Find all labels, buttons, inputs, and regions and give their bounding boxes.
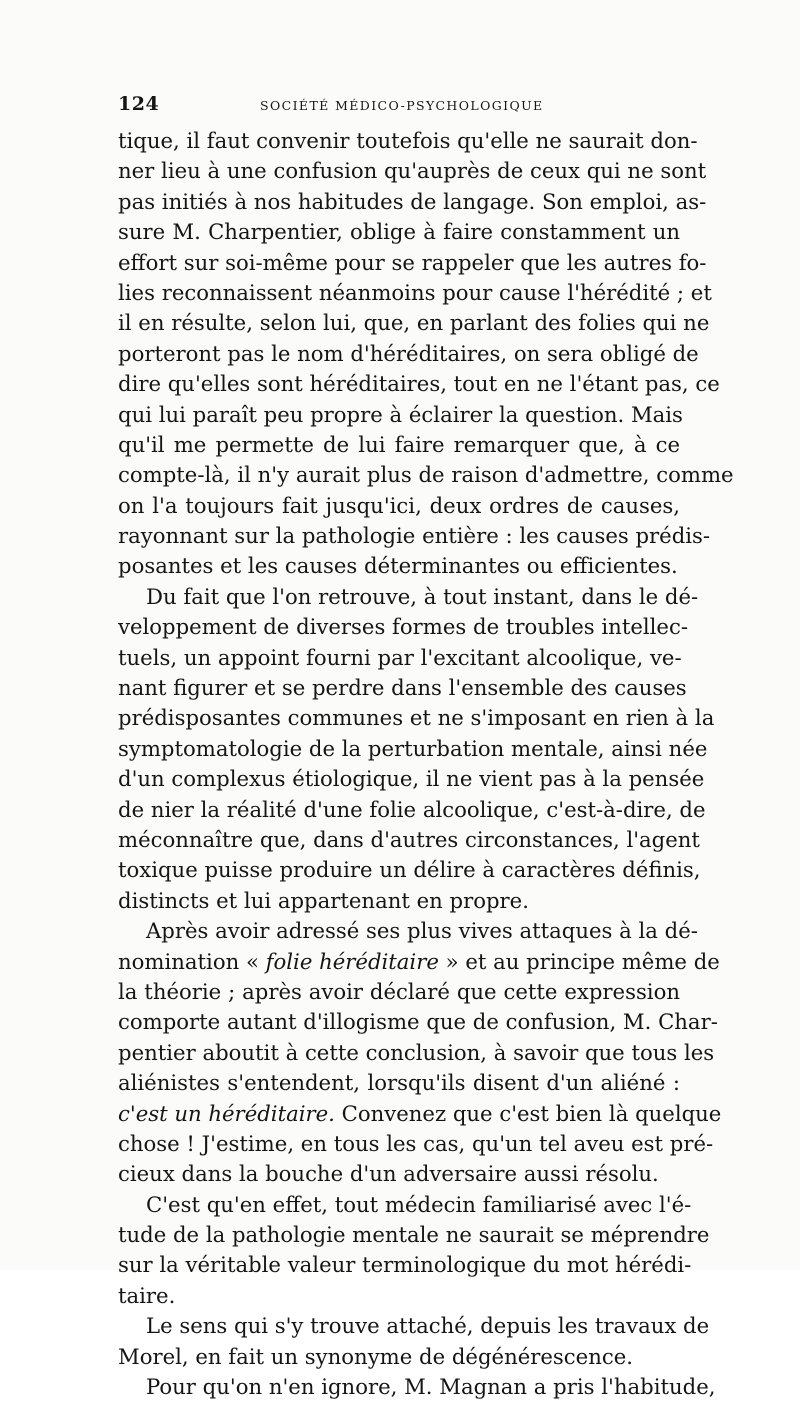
text-line: il en résulte, selon lui, que, en parlant des folies qui ne [118, 310, 710, 336]
text-line: distincts et lui appartenant en propre. [118, 887, 529, 913]
text-line: aliénistes s'entendent, lorsqu'ils disent d'un aliéné : [118, 1070, 680, 1096]
text-line: de nier la réalité d'une folie alcoolique, c'est-à-dire, de [118, 796, 706, 822]
text-line: Du fait que l'on retrouve, à tout instant, dans le dé- [146, 583, 699, 609]
text-line: symptomatologie de la perturbation mentale, ainsi née [118, 735, 708, 761]
text-line: tique, il faut convenir toutefois qu'elle ne saurait don- [118, 128, 698, 153]
text-line: cieux dans la bouche d'un adversaire aussi résolu. [118, 1161, 659, 1187]
text-line: lies reconnaissent néanmoins pour cause l'hérédité ; et [118, 279, 712, 305]
text-line: qui lui paraît peu propre à éclairer la question. Mais [118, 401, 683, 427]
text-line: comporte autant d'illogisme que de confusion, M. Char- [118, 1009, 718, 1035]
italic-term: folie héréditaire [265, 948, 439, 974]
text-line: d'un complexus étiologique, il ne vient pas à la pensée [118, 766, 705, 792]
running-head: SOCIÉTÉ MÉDICO-PSYCHOLOGIQUE [260, 98, 544, 113]
text-line: sur la véritable valeur terminologique du mot hérédi- [118, 1252, 692, 1278]
text-line: veloppement de diverses formes de troubles intellec- [118, 614, 688, 640]
text-line: rayonnant sur la pathologie entière : les causes prédis- [118, 523, 711, 549]
text-line: nant figurer et se perdre dans l'ensemble des causes [118, 675, 687, 701]
page-header [118, 93, 680, 119]
text-line: Après avoir adressé ses plus vives attaques à la dé- [146, 918, 698, 944]
text-line: la théorie ; après avoir déclaré que cette expression [118, 978, 680, 1004]
text-segment: » et au principe même de [438, 948, 720, 974]
text-segment: nomination « [118, 948, 266, 974]
text-line: sure M. Charpentier, oblige à faire constamment un [118, 219, 680, 245]
text-line [118, 1099, 722, 1129]
text-line: Le sens qui s'y trouve attaché, depuis les travaux de [146, 1313, 710, 1339]
text-line [118, 947, 720, 977]
text-line: tuels, un appoint fourni par l'excitant alcoolique, ve- [118, 644, 682, 670]
text-line: taire. [118, 1282, 176, 1308]
text-line: toxique puisse produire un délire à caractères définis, [118, 857, 701, 883]
italic-term: c'est un héréditaire. [118, 1100, 335, 1126]
text-line: tude de la pathologie mentale ne saurait se méprendre [118, 1222, 710, 1248]
text-line: dire qu'elles sont héréditaires, tout en ne l'étant pas, ce [118, 371, 720, 397]
text-line: effort sur soi-même pour se rappeler que les autres fo- [118, 249, 707, 275]
text-line: posantes et les causes déterminantes ou efficientes. [118, 553, 678, 579]
text-line: ner lieu à une confusion qu'auprès de ceux qui ne sont [118, 158, 707, 184]
text-segment: Convenez que c'est bien là quelque [334, 1100, 722, 1126]
text-line: compte-là, il n'y aurait plus de raison d'admettre, comme [118, 462, 734, 488]
text-line: Pour qu'on n'en ignore, M. Magnan a pris l'habitude, [146, 1374, 716, 1400]
body-text [118, 126, 734, 1402]
text-line: Morel, en fait un synonyme de dégénérescence. [118, 1343, 633, 1369]
text-line: C'est qu'en effet, tout médecin familiarisé avec l'é- [146, 1191, 692, 1217]
page-number: 124 [118, 93, 160, 115]
text-line: chose ! J'estime, en tous les cas, qu'un tel aveu est pré- [118, 1130, 714, 1156]
text-line: méconnaître que, dans d'autres circonstances, l'agent [118, 826, 700, 852]
text-line: pas initiés à nos habitudes de langage. Son emploi, as- [118, 188, 707, 214]
text-line: on l'a toujours fait jusqu'ici, deux ordres de causes, [118, 492, 680, 518]
text-line: pentier aboutit à cette conclusion, à savoir que tous les [118, 1039, 715, 1065]
text-line: qu'il me permette de lui faire remarquer que, à ce [118, 431, 680, 457]
text-line: porteront pas le nom d'héréditaires, on sera obligé de [118, 340, 699, 366]
text-line: prédisposantes communes et ne s'imposant en rien à la [118, 705, 715, 731]
